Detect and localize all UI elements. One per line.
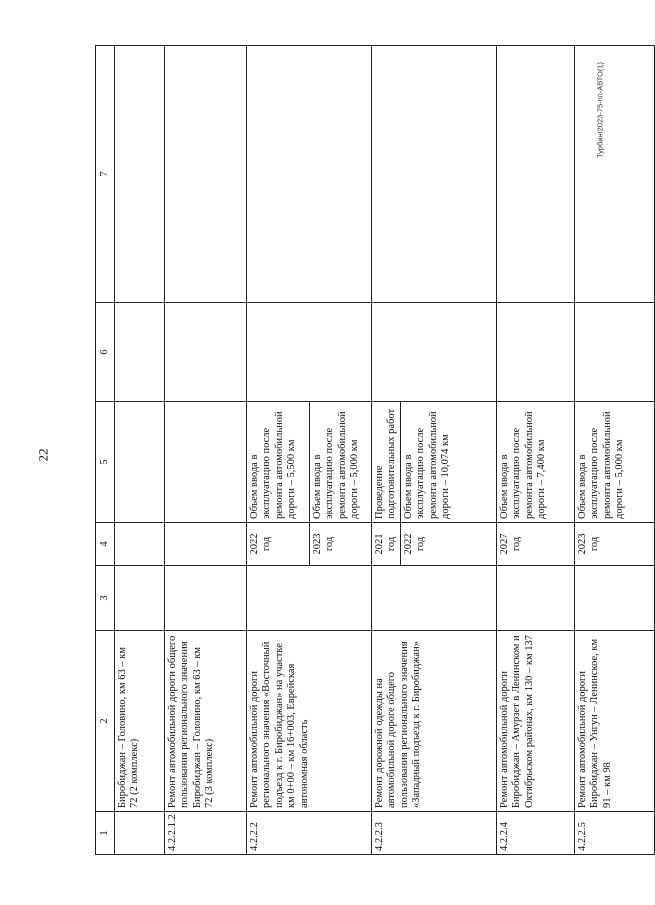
row-year-cell bbox=[372, 523, 497, 566]
row-col3-cell bbox=[497, 566, 575, 631]
page-number: 22 bbox=[35, 448, 50, 462]
row-number-cell: 4.2.2.4 bbox=[497, 812, 575, 855]
row-number-cell: 4.2.2.3 bbox=[372, 812, 497, 855]
row-result-cell bbox=[115, 402, 165, 523]
row-result-cell bbox=[372, 402, 497, 523]
row-col6-cell bbox=[247, 303, 372, 402]
row-col6-cell bbox=[165, 303, 247, 402]
year-value: 2023 год bbox=[577, 533, 601, 555]
row-col3-cell bbox=[247, 566, 372, 631]
row-col6-cell bbox=[497, 303, 575, 402]
year-value: 2022 год bbox=[249, 533, 273, 555]
table-row bbox=[497, 46, 575, 855]
row-year-cell bbox=[165, 523, 247, 566]
row-col6-cell bbox=[115, 303, 165, 402]
table-row bbox=[247, 46, 372, 855]
row-number-cell: 4.2.2.1.2 bbox=[165, 812, 247, 855]
result-text: Объем ввода в эксплуатацию после ремонта автомобильной дороги – 10,074 км bbox=[400, 402, 496, 522]
table-row bbox=[575, 46, 655, 855]
table-row bbox=[115, 46, 165, 855]
row-col7-cell bbox=[575, 46, 655, 303]
program-table bbox=[95, 45, 655, 855]
row-col6-cell bbox=[372, 303, 497, 402]
row-name-cell: Ремонт автомобильной дороги Биробиджан – Амурзет в Ленинском и Октябрьском районах, км 130 – км 137 bbox=[497, 631, 575, 812]
row-col7-cell bbox=[247, 46, 372, 303]
result-text: Объем ввода в эксплуатацию после ремонта автомобильной дороги – 7,400 км bbox=[499, 411, 548, 519]
year-value: 2027 год bbox=[499, 533, 523, 555]
result-text: Объем ввода в эксплуатацию после ремонта автомобильной дороги – 5,000 км bbox=[309, 402, 371, 522]
row-name-cell: Ремонт автомобильной дороги общего пользования регионального значения Биробиджан – Головино, км 63 – км 72 (3 комплекс) bbox=[165, 631, 247, 812]
row-result-cell bbox=[165, 402, 247, 523]
document-footer-code: ТурбинI2023-75-пп-АВТО(1) bbox=[595, 61, 605, 159]
header-col-6: 6 bbox=[96, 303, 115, 402]
row-number-cell: 4.2.2.5 bbox=[575, 812, 655, 855]
row-result-cell bbox=[247, 402, 372, 523]
year-value: 2023 год bbox=[309, 523, 371, 565]
result-text: Проведение подготовительных работ bbox=[374, 408, 398, 519]
row-col7-cell bbox=[165, 46, 247, 303]
row-col3-cell bbox=[115, 566, 165, 631]
row-number-cell: 4.2.2.2 bbox=[247, 812, 372, 855]
row-col3-cell bbox=[575, 566, 655, 631]
row-result-cell bbox=[575, 402, 655, 523]
year-value: 2022 год bbox=[400, 523, 496, 565]
header-col-2: 2 bbox=[96, 631, 115, 812]
header-col-1: 1 bbox=[96, 812, 115, 855]
result-text: Объем ввода в эксплуатацию после ремонта автомобильной дороги – 5,000 км bbox=[577, 411, 626, 519]
header-col-5: 5 bbox=[96, 402, 115, 523]
row-col7-cell bbox=[372, 46, 497, 303]
row-col7-cell bbox=[115, 46, 165, 303]
row-number-cell bbox=[115, 812, 165, 855]
row-year-cell bbox=[575, 523, 655, 566]
row-year-cell bbox=[115, 523, 165, 566]
row-col7-cell bbox=[497, 46, 575, 303]
table-header-row bbox=[96, 46, 115, 855]
table-body bbox=[115, 46, 655, 855]
row-col6-cell bbox=[575, 303, 655, 402]
table-row bbox=[165, 46, 247, 855]
row-year-cell bbox=[247, 523, 372, 566]
row-name-cell: Ремонт дорожной одежды на автомобильной дороге общего пользования регионального значения «Западный подъезд к г. Биробиджан» bbox=[372, 631, 497, 812]
row-name-cell: Ремонт автомобильной дороги Биробиджан – Унгун – Ленинское, км 91 – км 98 bbox=[575, 631, 655, 812]
row-name-cell: Ремонт автомобильной дороги регионального значения «Восточный подъезд к г. Биробиджан» на участке км 0+00 – км 16+003, Еврейская автономная область bbox=[247, 631, 372, 812]
row-col3-cell bbox=[372, 566, 497, 631]
row-result-cell bbox=[497, 402, 575, 523]
year-value: 2021 год bbox=[374, 533, 398, 555]
header-col-4: 4 bbox=[96, 523, 115, 566]
row-year-cell bbox=[497, 523, 575, 566]
row-name-cell: Биробиджан – Головино, км 63 – км 72 (2 комплекс) bbox=[115, 631, 165, 812]
row-col3-cell bbox=[165, 566, 247, 631]
header-col-3: 3 bbox=[96, 566, 115, 631]
table-row bbox=[372, 46, 497, 855]
header-col-7: 7 bbox=[96, 46, 115, 303]
result-text: Объем ввода в эксплуатацию после ремонта автомобильной дороги – 5,500 км bbox=[249, 411, 298, 519]
